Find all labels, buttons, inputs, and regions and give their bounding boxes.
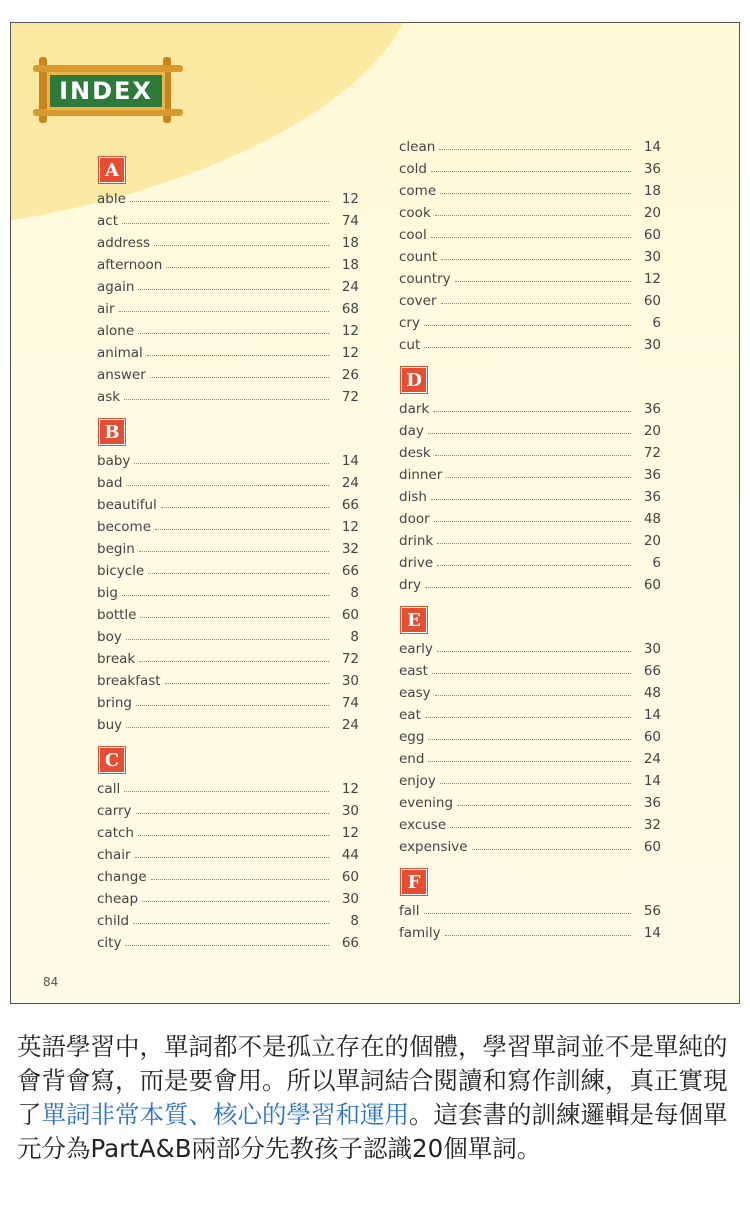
entry-page-number: 24 xyxy=(341,279,359,295)
dot-leader xyxy=(134,463,329,464)
dot-leader xyxy=(440,783,631,784)
entry-word: clean xyxy=(399,139,436,155)
section-gap xyxy=(97,733,359,743)
entry-word: dinner xyxy=(399,467,443,483)
caption-part-1: 英語學習中，單詞都不是孤立存在的個體，學習單詞並不是單純的會背會寫，而是要會用。所以單詞結合閱讀和寫作訓練，真正實現了 xyxy=(17,1032,728,1129)
entry-page-number: 72 xyxy=(643,445,661,461)
entry-page-number: 18 xyxy=(643,183,661,199)
entry-word: alone xyxy=(97,323,135,339)
entry-page-number: 30 xyxy=(643,337,661,353)
index-page xyxy=(10,22,740,1004)
entry-page-number: 66 xyxy=(643,663,661,679)
entry-word: cook xyxy=(399,205,431,221)
dot-leader xyxy=(138,289,329,290)
entry-word: catch xyxy=(97,825,134,841)
dot-leader xyxy=(126,485,329,486)
dot-leader xyxy=(130,201,329,202)
entry-page-number: 14 xyxy=(643,773,661,789)
entry-page-number: 74 xyxy=(341,695,359,711)
dot-leader xyxy=(139,551,329,552)
entry-page-number: 6 xyxy=(652,555,661,571)
entry-word: dish xyxy=(399,489,427,505)
dot-leader xyxy=(431,237,631,238)
dot-leader xyxy=(435,695,631,696)
entry-word: excuse xyxy=(399,817,447,833)
index-entry xyxy=(97,295,359,317)
entry-word: easy xyxy=(399,685,431,701)
entry-page-number: 66 xyxy=(341,563,359,579)
entry-page-number: 36 xyxy=(643,401,661,417)
entry-page-number: 60 xyxy=(643,729,661,745)
entry-page-number: 24 xyxy=(341,717,359,733)
dot-leader xyxy=(446,477,631,478)
index-entry xyxy=(97,579,359,601)
dot-leader xyxy=(457,805,631,806)
caption-text xyxy=(17,1030,733,1166)
entry-page-number: 8 xyxy=(350,913,359,929)
dot-leader xyxy=(445,935,631,936)
entry-word: chair xyxy=(97,847,131,863)
entry-page-number: 14 xyxy=(643,139,661,155)
index-entry xyxy=(97,557,359,579)
dot-leader xyxy=(124,399,329,400)
entry-page-number: 30 xyxy=(341,803,359,819)
dot-leader xyxy=(140,617,329,618)
dot-leader xyxy=(428,433,631,434)
index-entry xyxy=(97,339,359,361)
caption-highlight: 單詞非常本質、核心的學習和運用 xyxy=(41,1100,409,1129)
index-entry xyxy=(399,811,661,833)
index-entry xyxy=(399,265,661,287)
dot-leader xyxy=(435,455,631,456)
index-entry xyxy=(399,833,661,855)
entry-word: drink xyxy=(399,533,434,549)
entry-page-number: 30 xyxy=(341,891,359,907)
entry-page-number: 20 xyxy=(643,205,661,221)
index-entry xyxy=(399,133,661,155)
entry-word: become xyxy=(97,519,152,535)
dot-leader xyxy=(136,813,329,814)
dot-leader xyxy=(425,717,631,718)
entry-page-number: 18 xyxy=(341,257,359,273)
index-entry xyxy=(399,723,661,745)
entry-page-number: 18 xyxy=(341,235,359,251)
entry-word: expensive xyxy=(399,839,468,855)
entry-word: again xyxy=(97,279,135,295)
index-entry xyxy=(97,491,359,513)
sign-board xyxy=(47,72,165,110)
entry-page-number: 60 xyxy=(341,607,359,623)
entry-word: cool xyxy=(399,227,427,243)
dot-leader xyxy=(155,529,329,530)
letter-badge-e: E xyxy=(401,607,427,633)
entry-word: eat xyxy=(399,707,421,723)
entry-word: bicycle xyxy=(97,563,145,579)
entry-word: end xyxy=(399,751,425,767)
index-entry xyxy=(399,571,661,593)
entry-page-number: 60 xyxy=(643,577,661,593)
index-entry xyxy=(97,929,359,951)
entry-page-number: 20 xyxy=(643,533,661,549)
entry-page-number: 60 xyxy=(341,869,359,885)
entry-word: animal xyxy=(97,345,143,361)
page-number: 84 xyxy=(43,975,59,989)
index-entry xyxy=(399,287,661,309)
entry-word: family xyxy=(399,925,441,941)
entry-page-number: 26 xyxy=(341,367,359,383)
entry-page-number: 32 xyxy=(643,817,661,833)
index-entry xyxy=(399,635,661,657)
entry-word: bottle xyxy=(97,607,137,623)
index-entry xyxy=(399,657,661,679)
index-entry xyxy=(399,897,661,919)
index-entry xyxy=(97,361,359,383)
index-entry xyxy=(97,907,359,929)
dot-leader xyxy=(437,651,631,652)
entry-page-number: 6 xyxy=(652,315,661,331)
entry-page-number: 56 xyxy=(643,903,661,919)
entry-page-number: 66 xyxy=(341,497,359,513)
dot-leader xyxy=(455,281,631,282)
entry-page-number: 66 xyxy=(341,935,359,951)
section-gap xyxy=(97,405,359,415)
entry-page-number: 12 xyxy=(341,519,359,535)
entry-page-number: 24 xyxy=(341,475,359,491)
index-entry xyxy=(97,317,359,339)
dot-leader xyxy=(431,499,631,500)
dot-leader xyxy=(424,913,631,914)
index-entry xyxy=(399,439,661,461)
dot-leader xyxy=(122,595,329,596)
dot-leader xyxy=(125,945,329,946)
entry-word: dark xyxy=(399,401,430,417)
section-gap xyxy=(399,353,661,363)
entry-word: ask xyxy=(97,389,121,405)
index-entry xyxy=(399,177,661,199)
entry-word: early xyxy=(399,641,433,657)
letter-badge-a: A xyxy=(99,157,125,183)
entry-word: enjoy xyxy=(399,773,436,789)
index-column-left xyxy=(97,153,359,951)
index-entry xyxy=(97,797,359,819)
dot-leader xyxy=(166,267,329,268)
index-sign xyxy=(33,53,183,129)
entry-word: boy xyxy=(97,629,122,645)
dot-leader xyxy=(148,573,329,574)
entry-word: beautiful xyxy=(97,497,157,513)
dot-leader xyxy=(139,661,329,662)
entry-word: east xyxy=(399,663,428,679)
index-entry xyxy=(399,331,661,353)
index-entry xyxy=(97,383,359,405)
section-gap xyxy=(399,855,661,865)
dot-leader xyxy=(424,347,631,348)
dot-leader xyxy=(151,879,329,880)
entry-page-number: 8 xyxy=(350,585,359,601)
dot-leader xyxy=(161,507,329,508)
dot-leader xyxy=(119,311,329,312)
entry-page-number: 14 xyxy=(643,707,661,723)
dot-leader xyxy=(439,149,631,150)
entry-word: cover xyxy=(399,293,437,309)
index-entry xyxy=(399,483,661,505)
entry-word: dry xyxy=(399,577,422,593)
entry-word: act xyxy=(97,213,118,229)
entry-page-number: 8 xyxy=(350,629,359,645)
entry-word: count xyxy=(399,249,438,265)
index-entry xyxy=(399,505,661,527)
dot-leader xyxy=(450,827,631,828)
index-entry xyxy=(97,251,359,273)
dot-leader xyxy=(122,223,329,224)
dot-leader xyxy=(433,411,631,412)
index-entry xyxy=(97,711,359,733)
sign-bar-bottom xyxy=(33,109,183,116)
dot-leader xyxy=(428,739,631,740)
entry-word: day xyxy=(399,423,424,439)
entry-word: baby xyxy=(97,453,131,469)
dot-leader xyxy=(133,923,329,924)
entry-page-number: 24 xyxy=(643,751,661,767)
entry-word: break xyxy=(97,651,136,667)
index-entry xyxy=(97,469,359,491)
entry-page-number: 20 xyxy=(643,423,661,439)
index-entry xyxy=(399,461,661,483)
entry-word: carry xyxy=(97,803,132,819)
index-entry xyxy=(399,745,661,767)
index-entry xyxy=(399,789,661,811)
entry-word: country xyxy=(399,271,451,287)
dot-leader xyxy=(435,215,631,216)
entry-word: child xyxy=(97,913,130,929)
index-entry xyxy=(97,185,359,207)
index-entry xyxy=(399,549,661,571)
entry-page-number: 12 xyxy=(341,345,359,361)
letter-badge-c: C xyxy=(99,747,125,773)
index-entry xyxy=(399,309,661,331)
entry-page-number: 30 xyxy=(341,673,359,689)
index-entry xyxy=(97,645,359,667)
entry-page-number: 36 xyxy=(643,161,661,177)
entry-word: bring xyxy=(97,695,132,711)
entry-page-number: 36 xyxy=(643,467,661,483)
index-entry xyxy=(399,527,661,549)
entry-page-number: 44 xyxy=(341,847,359,863)
index-entry xyxy=(97,207,359,229)
dot-leader xyxy=(428,761,631,762)
dot-leader xyxy=(126,727,329,728)
entry-page-number: 12 xyxy=(643,271,661,287)
dot-leader xyxy=(472,849,631,850)
entry-page-number: 48 xyxy=(643,511,661,527)
entry-word: afternoon xyxy=(97,257,163,273)
entry-word: bad xyxy=(97,475,123,491)
dot-leader xyxy=(441,259,631,260)
dot-leader xyxy=(147,355,329,356)
dot-leader xyxy=(440,193,631,194)
entry-page-number: 36 xyxy=(643,489,661,505)
dot-leader xyxy=(437,543,631,544)
entry-page-number: 60 xyxy=(643,293,661,309)
entry-page-number: 14 xyxy=(643,925,661,941)
dot-leader xyxy=(424,325,631,326)
index-entry xyxy=(97,623,359,645)
dot-leader xyxy=(431,171,631,172)
dot-leader xyxy=(136,705,329,706)
entry-page-number: 72 xyxy=(341,651,359,667)
entry-page-number: 32 xyxy=(341,541,359,557)
dot-leader xyxy=(165,683,329,684)
entry-page-number: 12 xyxy=(341,191,359,207)
entry-word: begin xyxy=(97,541,135,557)
caption-part-2: 。這套書的訓練邏輯是每個單元分為PartA&B兩部分先教孩子認識20個單詞。 xyxy=(17,1100,728,1163)
section-gap xyxy=(399,593,661,603)
index-entry xyxy=(399,199,661,221)
index-entry xyxy=(97,601,359,623)
letter-badge-f: F xyxy=(401,869,427,895)
index-entry xyxy=(97,273,359,295)
entry-word: cheap xyxy=(97,891,139,907)
entry-word: big xyxy=(97,585,118,601)
dot-leader xyxy=(441,303,631,304)
index-entry xyxy=(97,229,359,251)
entry-page-number: 14 xyxy=(341,453,359,469)
index-entry xyxy=(97,819,359,841)
entry-page-number: 74 xyxy=(341,213,359,229)
entry-page-number: 12 xyxy=(341,825,359,841)
entry-word: call xyxy=(97,781,121,797)
index-entry xyxy=(399,155,661,177)
index-entry xyxy=(97,535,359,557)
dot-leader xyxy=(434,521,631,522)
letter-badge-d: D xyxy=(401,367,427,393)
index-entry xyxy=(97,885,359,907)
entry-word: change xyxy=(97,869,147,885)
entry-word: buy xyxy=(97,717,123,733)
entry-page-number: 12 xyxy=(341,781,359,797)
index-entry xyxy=(97,775,359,797)
dot-leader xyxy=(150,377,329,378)
entry-word: egg xyxy=(399,729,425,745)
index-entry xyxy=(399,919,661,941)
entry-page-number: 60 xyxy=(643,839,661,855)
entry-word: city xyxy=(97,935,122,951)
index-column-right xyxy=(399,133,661,941)
entry-page-number: 60 xyxy=(643,227,661,243)
index-entry xyxy=(399,679,661,701)
letter-badge-b: B xyxy=(99,419,125,445)
index-entry xyxy=(97,689,359,711)
entry-page-number: 72 xyxy=(341,389,359,405)
entry-word: cold xyxy=(399,161,428,177)
entry-word: cut xyxy=(399,337,421,353)
entry-word: able xyxy=(97,191,126,207)
index-entry xyxy=(97,667,359,689)
index-entry xyxy=(97,863,359,885)
index-entry xyxy=(399,417,661,439)
index-entry xyxy=(399,701,661,723)
entry-word: answer xyxy=(97,367,146,383)
dot-leader xyxy=(142,901,329,902)
dot-leader xyxy=(437,565,631,566)
dot-leader xyxy=(126,639,329,640)
entry-word: desk xyxy=(399,445,431,461)
entry-word: door xyxy=(399,511,430,527)
entry-page-number: 30 xyxy=(643,641,661,657)
dot-leader xyxy=(138,835,329,836)
index-entry xyxy=(97,447,359,469)
entry-word: address xyxy=(97,235,151,251)
dot-leader xyxy=(432,673,631,674)
entry-word: cry xyxy=(399,315,420,331)
entry-word: air xyxy=(97,301,115,317)
dot-leader xyxy=(138,333,329,334)
dot-leader xyxy=(425,587,631,588)
entry-page-number: 12 xyxy=(341,323,359,339)
index-entry xyxy=(399,767,661,789)
entry-word: fall xyxy=(399,903,420,919)
index-entry xyxy=(399,243,661,265)
sign-bar-top xyxy=(33,65,183,72)
entry-word: breakfast xyxy=(97,673,161,689)
index-entry xyxy=(97,841,359,863)
dot-leader xyxy=(135,857,329,858)
entry-page-number: 30 xyxy=(643,249,661,265)
index-entry xyxy=(97,513,359,535)
entry-word: come xyxy=(399,183,437,199)
entry-page-number: 68 xyxy=(341,301,359,317)
entry-page-number: 36 xyxy=(643,795,661,811)
index-title: INDEX xyxy=(59,77,153,105)
entry-word: drive xyxy=(399,555,434,571)
entry-word: evening xyxy=(399,795,454,811)
index-entry xyxy=(399,221,661,243)
dot-leader xyxy=(124,791,329,792)
entry-page-number: 48 xyxy=(643,685,661,701)
index-entry xyxy=(399,395,661,417)
dot-leader xyxy=(154,245,329,246)
